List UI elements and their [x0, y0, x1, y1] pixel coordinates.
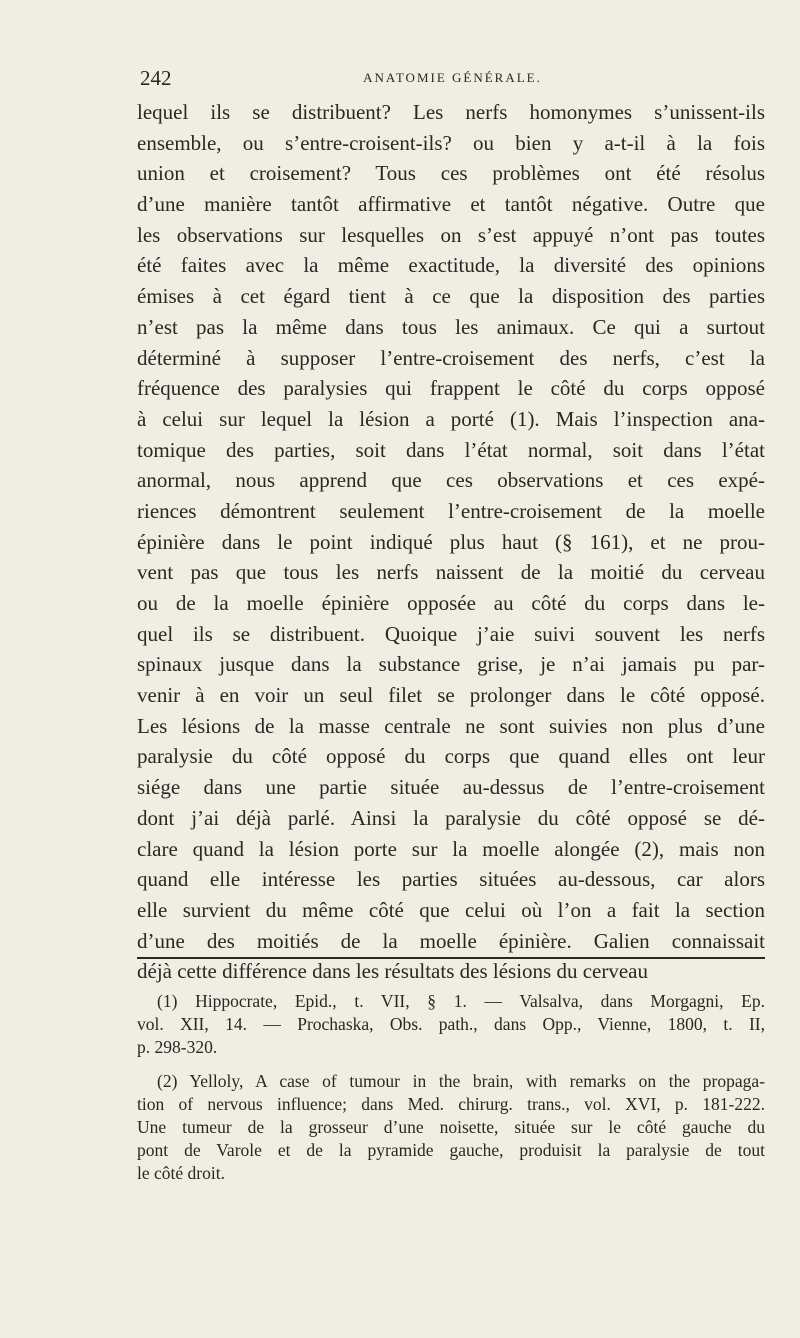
- body-line: anormal, nous apprend que ces observations et ces expé-: [137, 468, 765, 493]
- body-line: quel ils se distribuent. Quoique j’aie suivi souvent les nerfs: [137, 621, 765, 646]
- footnote-line: (2) Yelloly, A case of tumour in the brain, with remarks on the propaga-: [157, 1070, 765, 1091]
- body-line: venir à en voir un seul filet se prolonger dans le côté opposé.: [137, 683, 765, 708]
- page-header: [140, 66, 765, 94]
- footnote-2: [137, 1070, 765, 1186]
- body-line: dont j’ai déjà parlé. Ainsi la paralysie du côté opposé se dé-: [137, 805, 765, 830]
- footnote-line: (1) Hippocrate, Epid., t. VII, § 1. — Valsalva, dans Morgagni, Ep.: [157, 991, 765, 1011]
- body-line: déjà cette différence dans les résultats des lésions du cerveau: [137, 959, 648, 984]
- body-line: elle survient du même côté que celui où l’on a fait la section: [137, 897, 765, 922]
- body-line: les observations sur lesquelles on s’est appuyé n’ont pas toutes: [137, 222, 765, 247]
- body-line: ou de la moelle épinière opposée au côté du corps dans le-: [137, 591, 765, 615]
- footnote-rule: [137, 957, 765, 959]
- footnote-line: pont de Varole et de la pyramide gauche, produisit la paralysie de tout: [137, 1140, 765, 1161]
- body-line: été faites avec la même exactitude, la diversité des opinions: [137, 253, 765, 278]
- body-line: spinaux jusque dans la substance grise, je n’ai jamais pu par-: [137, 652, 765, 677]
- footnote-line: vol. XII, 14. — Prochaska, Obs. path., dans Opp., Vienne, 1800, t. II,: [137, 1014, 765, 1035]
- footnote-line: tion of nervous influence; dans Med. chirurg. trans., vol. XVI, p. 181-222.: [137, 1093, 765, 1114]
- body-line: émises à cet égard tient à ce que la disposition des parties: [137, 284, 765, 309]
- body-line: union et croisement? Tous ces problèmes ont été résolus: [137, 161, 765, 186]
- body-line: riences démontrent seulement l’entre-croisement de la moelle: [137, 498, 765, 523]
- body-line: n’est pas la même dans tous les animaux. Ce qui a surtout: [137, 314, 765, 339]
- body-line: d’une des moitiés de la moelle épinière. Galien connaissait: [137, 928, 765, 953]
- footnote-line: Une tumeur de la grosseur d’une noisette, située sur le côté gauche du: [137, 1116, 765, 1137]
- page-number: 242: [140, 66, 172, 90]
- body-line: épinière dans le point indiqué plus haut (§ 161), et ne prou-: [137, 529, 765, 554]
- body-line: tomique des parties, soit dans l’état normal, soit dans l’état: [137, 437, 765, 462]
- footnote-line: le côté droit.: [137, 1163, 225, 1184]
- footnote-line: p. 298-320.: [137, 1037, 218, 1058]
- body-line: fréquence des paralysies qui frappent le côté du corps opposé: [137, 376, 765, 401]
- footnote-1: [137, 990, 765, 1060]
- body-line: ensemble, ou s’entre-croisent-ils? ou bien y a-t-il à la fois: [137, 130, 765, 155]
- body-line: d’une manière tantôt affirmative et tantôt négative. Outre que: [137, 192, 765, 217]
- body-line: déterminé à supposer l’entre-croisement des nerfs, c’est la: [137, 345, 765, 370]
- body-line: siége dans une partie située au-dessus de l’entre-croisement: [137, 775, 765, 800]
- body-line: quand elle intéresse les parties situées au-dessous, car alors: [137, 867, 765, 892]
- body-text: [137, 97, 765, 987]
- body-line: paralysie du côté opposé du corps que quand elles ont leur: [137, 744, 765, 769]
- body-line: Les lésions de la masse centrale ne sont suivies non plus d’une: [137, 713, 765, 738]
- running-title: ANATOMIE GÉNÉRALE.: [363, 70, 542, 85]
- body-line: clare quand la lésion porte sur la moelle alongée (2), mais non: [137, 836, 765, 861]
- body-line: lequel ils se distribuent? Les nerfs homonymes s’unissent-ils: [137, 100, 765, 124]
- body-line: à celui sur lequel la lésion a porté (1). Mais l’inspection ana-: [137, 406, 765, 431]
- footnotes: [137, 990, 765, 1186]
- body-line: vent pas que tous les nerfs naissent de la moitié du cerveau: [137, 560, 765, 585]
